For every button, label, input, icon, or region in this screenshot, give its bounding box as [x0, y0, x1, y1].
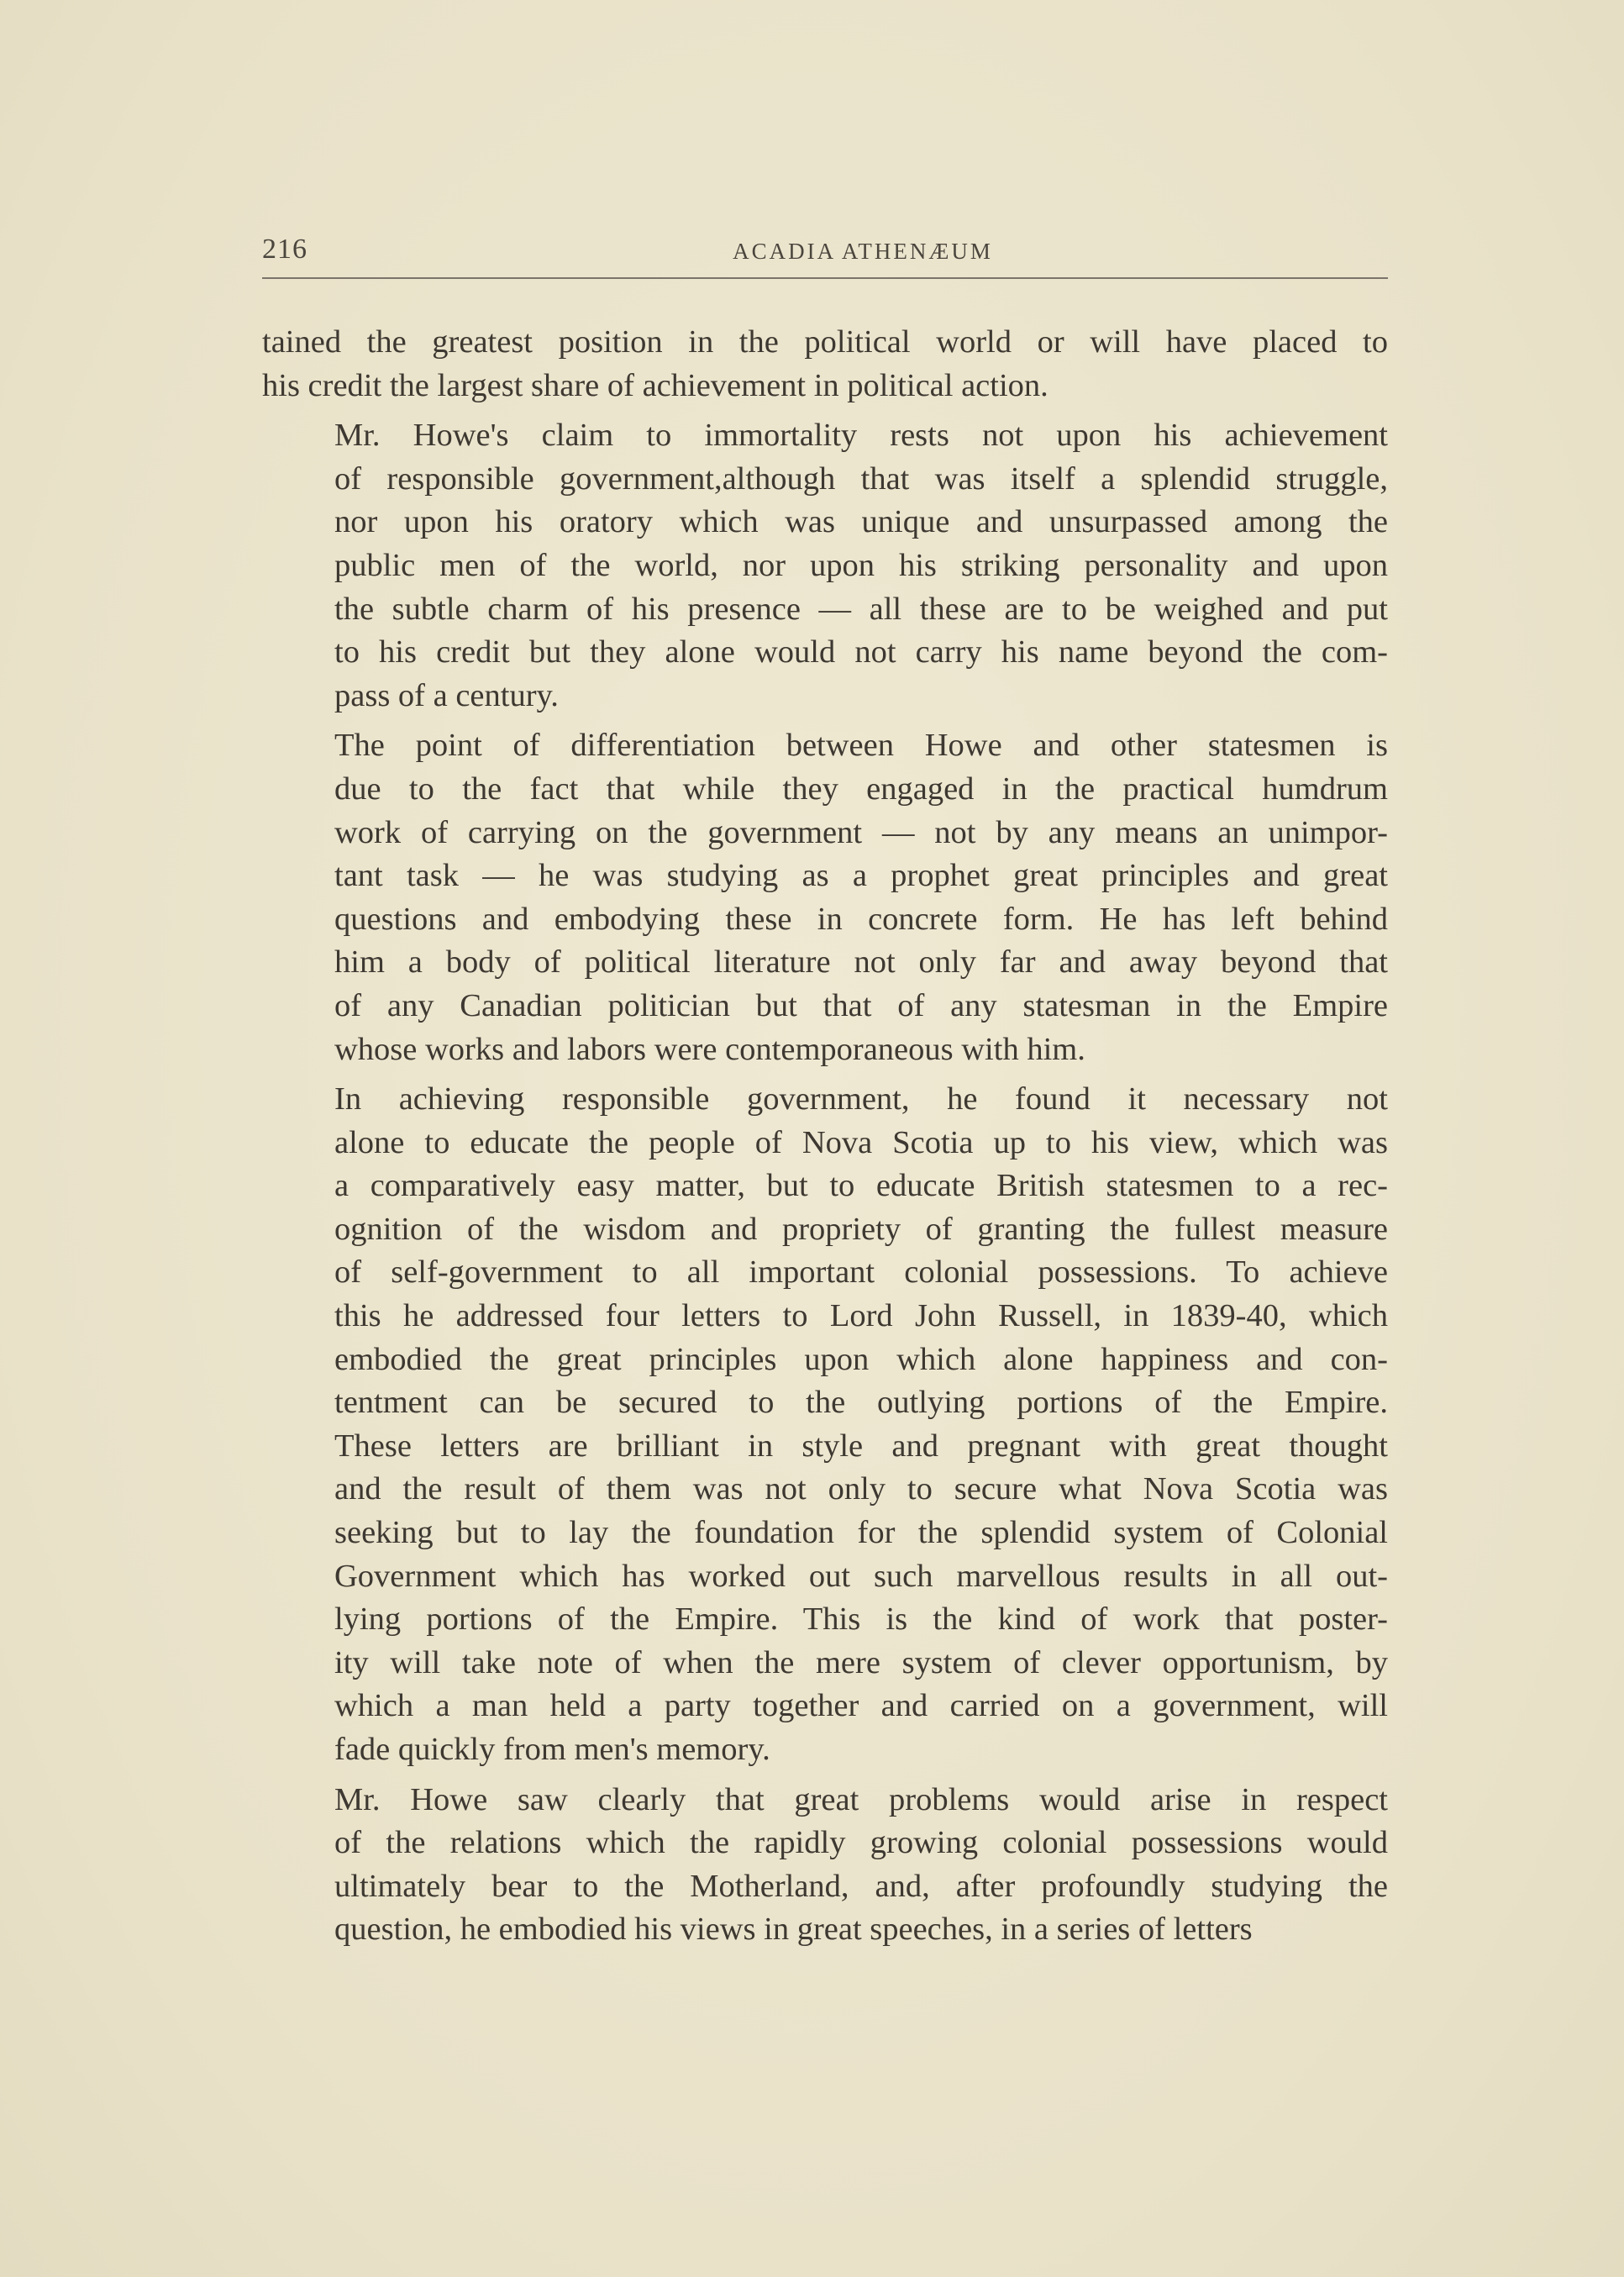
- text-line: tant task — he was studying as a prophet great principles and great: [334, 858, 1388, 894]
- page-header: [262, 229, 1388, 271]
- text-line: Government which has worked out such marvellous results in all out-: [334, 1558, 1388, 1594]
- text-line: of any Canadian politician but that of any statesman in the Empire: [334, 987, 1388, 1023]
- header-rule: [262, 277, 1388, 279]
- text-line: public men of the world, nor upon his striking personality and upon: [334, 547, 1388, 583]
- text-line: to his credit but they alone would not carry his name beyond the com-: [334, 634, 1388, 670]
- text-line: ognition of the wisdom and propriety of granting the fullest measure: [334, 1211, 1388, 1247]
- text-line: ultimately bear to the Motherland, and, after profoundly studying the: [334, 1868, 1388, 1904]
- text-line: due to the fact that while they engaged in the practical humdrum: [334, 770, 1388, 807]
- text-line: alone to educate the people of Nova Scotia up to his view, which was: [334, 1124, 1388, 1160]
- text-line: which a man held a party together and carried on a government, will: [334, 1688, 1388, 1724]
- running-head: ACADIA ATHENÆUM: [733, 239, 993, 264]
- paragraph: [262, 414, 1388, 718]
- paragraph: [262, 724, 1388, 1071]
- text-line: his credit the largest share of achievement in political action.: [262, 367, 1049, 403]
- text-line: the subtle charm of his presence — all these are to be weighed and put: [334, 591, 1388, 627]
- text-line: him a body of political literature not only far and away beyond that: [334, 944, 1388, 981]
- text-line: of self-government to all important colonial possessions. To achieve: [334, 1254, 1388, 1291]
- body-text: [262, 321, 1388, 1959]
- text-line: fade quickly from men's memory.: [334, 1732, 770, 1767]
- text-line: Mr. Howe saw clearly that great problems would arise in respect: [334, 1781, 1388, 1817]
- text-line: ity will take note of when the mere system of clever opportunism, by: [334, 1644, 1388, 1680]
- page-number: 216: [262, 234, 307, 265]
- text-line: pass of a century.: [334, 677, 559, 713]
- text-line: nor upon his oratory which was unique and unsurpassed among the: [334, 504, 1388, 540]
- text-line: this he addressed four letters to Lord John Russell, in 1839-40, which: [334, 1298, 1388, 1334]
- text-line: The point of differentiation between Howe and other statesmen is: [334, 728, 1388, 764]
- text-line: questions and embodying these in concrete form. He has left behind: [334, 901, 1388, 937]
- text-line: embodied the great principles upon which alone happiness and con-: [334, 1341, 1388, 1377]
- text-line: a comparatively easy matter, but to educate British statesmen to a rec-: [334, 1168, 1388, 1204]
- text-line: lying portions of the Empire. This is the kind of work that poster-: [334, 1601, 1388, 1638]
- text-line: of responsible government,although that was itself a splendid struggle,: [334, 460, 1388, 497]
- text-line: In achieving responsible government, he found it necessary not: [334, 1081, 1388, 1117]
- text-line: seeking but to lay the foundation for the splendid system of Colonial: [334, 1515, 1388, 1551]
- text-line: of the relations which the rapidly growing colonial possessions would: [334, 1825, 1388, 1861]
- text-line: work of carrying on the government — not by any means an unimpor-: [334, 814, 1388, 850]
- text-line: question, he embodied his views in great speeches, in a series of letters: [334, 1912, 1253, 1948]
- paragraph: [262, 1078, 1388, 1772]
- text-line: whose works and labors were contemporaneous with him.: [334, 1031, 1085, 1067]
- text-line: and the result of them was not only to secure what Nova Scotia was: [334, 1471, 1388, 1507]
- text-line: Mr. Howe's claim to immortality rests not upon his achievement: [334, 418, 1388, 454]
- text-line: tentment can be secured to the outlying portions of the Empire.: [334, 1385, 1388, 1421]
- text-line: tained the greatest position in the political world or will have placed to: [262, 324, 1388, 360]
- paragraph: [262, 1779, 1388, 1952]
- paragraph: [262, 321, 1388, 408]
- text-line: These letters are brilliant in style and pregnant with great thought: [334, 1428, 1388, 1464]
